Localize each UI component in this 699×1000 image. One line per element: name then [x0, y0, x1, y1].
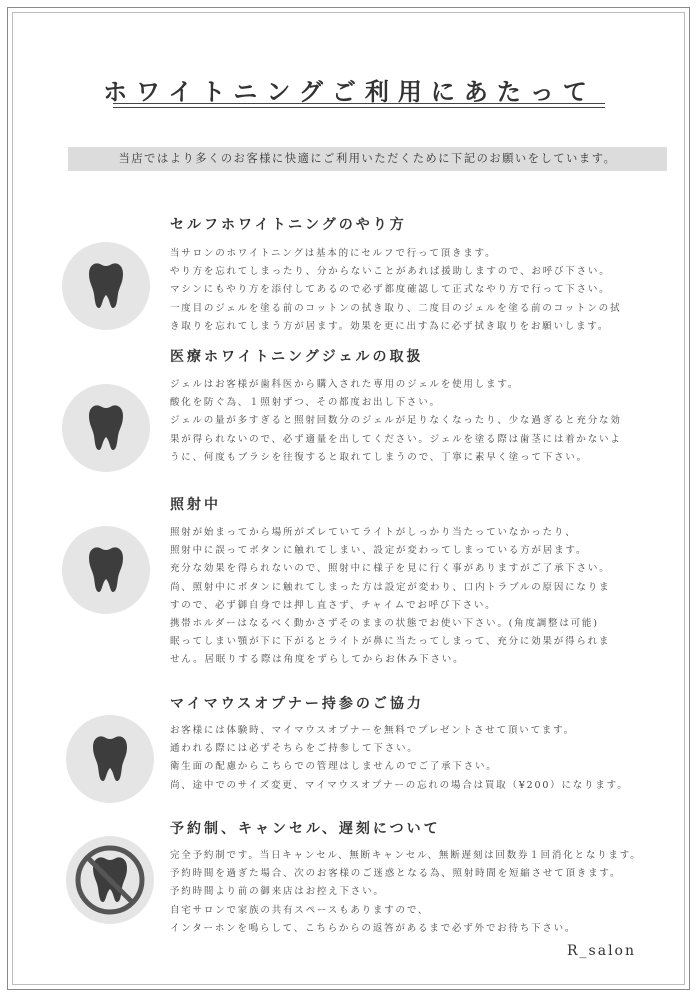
- tooth-icon: [62, 384, 150, 472]
- body-line: 通われる際には必ずそちらをご持参して下さい。: [170, 743, 419, 755]
- body-line: 完全予約制です。当日キャンセル、無断キャンセル、無断遅刻は回数券１回消化となります。: [170, 850, 642, 861]
- section-heading-irradiation: 照射中: [170, 497, 221, 513]
- title-underline: [113, 103, 605, 104]
- body-line: 眠ってしまい顎が下に下がるとライトが鼻に当たってしまって、充分に効果が得られま: [170, 636, 611, 648]
- body-line: うに、何度もブラシを往復すると取れてしまうので、丁寧に素早く塗って下さい。: [170, 451, 588, 463]
- body-line: 照射が始まってから場所がズレていてライトがしっかり当たっていなかったり、: [170, 527, 577, 538]
- body-line: 予約時間より前の御来店はお控え下さい。: [170, 886, 385, 898]
- body-line: 果が得られないので、必ず適量を出してください。ジェルを塗る際は歯茎には着かないよ: [170, 433, 622, 445]
- tooth-icon: [62, 526, 150, 614]
- body-line: マシンにもやり方を添付してあるので必ず都度確認して正式なやり方で行って下さい。: [170, 284, 611, 296]
- body-line: 衛生面の配慮からこちらでの管理はしませんのでご了承下さい。: [170, 761, 498, 773]
- page-title: ホワイトニングご利用にあたって: [103, 77, 596, 106]
- title-underline-second: [113, 107, 605, 108]
- body-line: ジェルの量が多すぎると照射回数分のジェルが足りなくなったり、少な過ぎると充分な効: [170, 415, 622, 427]
- body-line: 予約時間を過ぎた場合、次のお客様のご迷惑となる為、照射時間を短縮させて頂きます。: [170, 868, 622, 880]
- body-line: 一度目のジェルを塗る前のコットンの拭き取り、二度目のジェルを塗る前のコットンの拭: [170, 302, 622, 314]
- section-body-mouth-opener: [170, 722, 670, 795]
- body-line: 尚、途中でのサイズ変更、マイマウスオプナーの忘れの場合は買取（¥200）になります。: [170, 779, 629, 791]
- body-line: 当サロンのホワイトニングは基本的にセルフで行って頂きます。: [170, 248, 497, 259]
- tooth-icon: [62, 242, 150, 330]
- body-line: き取りを忘れてしまう方が居ます。効果を更に出す為に必ず拭き取りをお願いします。: [170, 320, 610, 332]
- section-heading-self-whitening: セルフホワイトニングのやり方: [170, 217, 407, 233]
- section-heading-gel-handling: 医療ホワイトニングジェルの取扱: [170, 349, 424, 365]
- section-heading-reservation: 予約制、キャンセル、遅刻について: [170, 821, 441, 837]
- section-body-gel-handling: [170, 376, 670, 467]
- body-line: インターホンを鳴らして、こちらからの返答があるまで必ず外でお待ち下さい。: [170, 922, 577, 934]
- section-heading-mouth-opener: マイマウスオプナー持参のご協力: [170, 696, 424, 712]
- section-body-self-whitening: [170, 245, 670, 336]
- body-line: 尚、照射中にボタンに触れてしまった方は設定が変わり、口内トラブルの原因になりま: [170, 581, 611, 593]
- body-line: 自宅サロンで家族の共有スペースもありますので、: [170, 904, 430, 916]
- section-body-irradiation: [170, 524, 670, 670]
- body-line: 携帯ホルダーはなるべく動かさずそのままの状態でお使い下さい。(角度調整は可能): [170, 617, 599, 629]
- body-line: お客様には体験時、マイマウスオプナーを無料でプレゼントさせて頂いてます。: [170, 725, 575, 736]
- no-tooth-icon: [66, 836, 154, 924]
- body-line: せん。居眠りする際は角度をずらしてからお休み下さい。: [170, 654, 465, 666]
- body-line: やり方を忘れてしまったり、分からないことがあれば援助しますので、お呼び下さい。: [170, 266, 611, 278]
- salon-signature: R_salon: [567, 943, 636, 959]
- body-line: 充分な効果を得られないので、照射中に様子を見に行く事がありますがご了承下さい。: [170, 563, 611, 575]
- body-line: 照射中に誤ってボタンに触れてしまい、設定が変わってしまっている方が居ます。: [170, 545, 588, 557]
- body-line: すので、必ず御自身では押し直さず、チャイムでお呼び下さい。: [170, 599, 497, 611]
- tooth-icon: [66, 715, 154, 803]
- body-line: 酸化を防ぐ為、１照射ずつ、その都度お出し下さい。: [170, 397, 441, 409]
- intro-banner: 当店ではより多くのお客様に快適にご利用いただくために下記のお願いをしています。: [68, 147, 667, 171]
- body-line: ジェルはお客様が歯科医から購入された専用のジェルを使用します。: [170, 379, 520, 390]
- section-body-reservation: [170, 847, 670, 938]
